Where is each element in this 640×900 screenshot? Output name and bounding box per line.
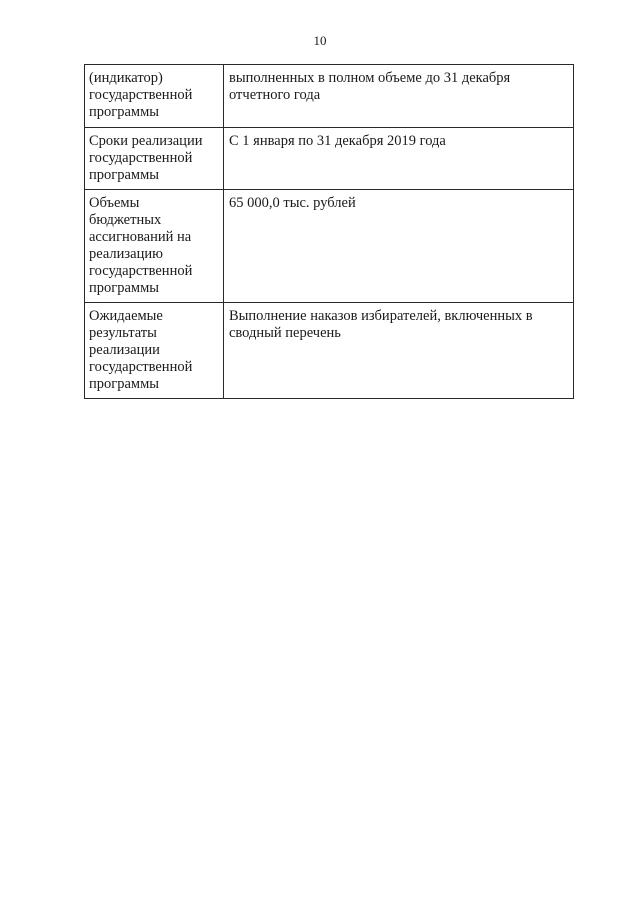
page-number: 10: [313, 33, 327, 48]
row-value-timeline: С 1 января по 31 декабря 2019 года: [224, 128, 574, 190]
row-value-indicator: выполненных в полном объеме до 31 декабря отчетного года: [224, 65, 574, 128]
table-row-timeline: [85, 128, 574, 190]
row-value-budget: 65 000,0 тыс. рублей: [224, 190, 574, 303]
row-label-indicator: (индикатор) государственной программы: [85, 65, 224, 128]
row-label-expected-results: Ожидаемые результаты реализации государственной программы: [85, 303, 224, 399]
table-row-budget: [85, 190, 574, 303]
program-passport-table: [84, 64, 574, 399]
table-row-indicator: [85, 65, 574, 128]
row-label-budget: Объемы бюджетных ассигнований на реализацию государственной программы: [85, 190, 224, 303]
row-value-expected-results: Выполнение наказов избирателей, включенных в сводный перечень: [224, 303, 574, 399]
table-row-expected-results: [85, 303, 574, 399]
row-label-timeline: Сроки реализации государственной программы: [85, 128, 224, 190]
